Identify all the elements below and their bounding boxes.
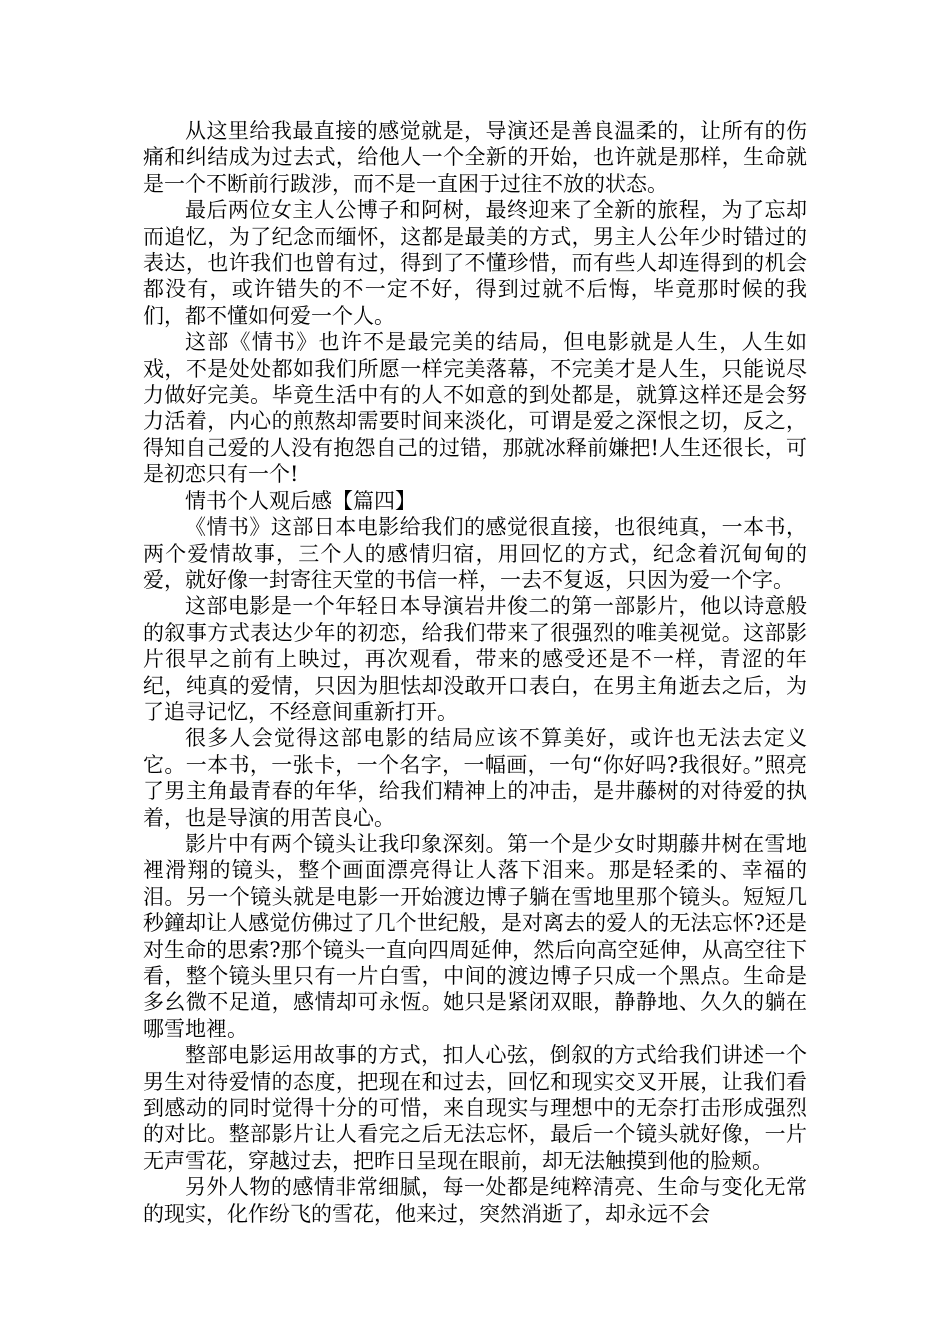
paragraph-2: 最后两位女主人公博子和阿树，最终迎来了全新的旅程，为了忘却而追忆，为了纪念而缅怀，这都是最美的方式，男主人公年少时错过的表达，也许我们也曾有过，得到了不懂珍惜，而有些人却连得到的机会都没有，或许错失的不一定不好，得到过就不后悔，毕竟那时候的我们，都不懂如何爱一个人。 <box>143 198 807 328</box>
paragraph-1: 从这里给我最直接的感觉就是，导演还是善良温柔的，让所有的伤痛和纠结成为过去式，给他人一个全新的开始，也许就是那样，生命就是一个不断前行跋涉，而不是一直困于过往不放的状态。 <box>143 119 807 196</box>
document-body <box>143 118 807 1227</box>
paragraph-6: 很多人会觉得这部电影的结局应该不算美好，或许也无法去定义它。一本书，一张卡，一个名字，一幅画，一句“你好吗?我很好。”照亮了男主角最青春的年华，给我们精神上的冲击，是井藤树的对待爱的执着，也是导演的用苦良心。 <box>143 726 807 830</box>
paragraph-7: 影片中有两个镜头让我印象深刻。第一个是少女时期藤井树在雪地裡滑翔的镜头，整个画面漂亮得让人落下泪来。那是轻柔的、幸福的泪。另一个镜头就是电影一开始渡边博子躺在雪地里那个镜头。短短几秒鐘却让人感觉仿佛过了几个世纪般，是对离去的爱人的无法忘怀?还是对生命的思索?那个镜头一直向四周延伸，然后向高空延伸，从高空往下看，整个镜头里只有一片白雪，中间的渡边博子只成一个黑点。生命是多幺微不足道，感情却可永恆。她只是紧闭双眼，静静地、久久的躺在哪雪地裡。 <box>143 831 807 1041</box>
paragraph-8: 整部电影运用故事的方式，扣人心弦，倒叙的方式给我们讲述一个男生对待爱情的态度，把现在和过去，回忆和现实交叉开展，让我们看到感动的同时觉得十分的可惜，来自现实与理想中的无奈打击形成强烈的对比。整部影片让人看完之后无法忘怀，最后一个镜头就好像，一片无声雪花，穿越过去，把昨日呈现在眼前，却无法触摸到他的脸颊。 <box>143 1043 807 1173</box>
paragraph-9: 另外人物的感情非常细腻，每一处都是纯粹清亮、生命与变化无常的现实，化作纷飞的雪花，他来过，突然消逝了，却永远不会 <box>143 1175 807 1226</box>
paragraph-3: 这部《情书》也许不是最完美的结局，但电影就是人生，人生如戏，不是处处都如我们所愿一样完美落幕，不完美才是人生，只能说尽力做好完美。毕竟生活中有的人不如意的到处都是，就算这样还是会努力活着，内心的煎熬却需要时间来淡化，可谓是爱之深恨之切，反之，得知自己爱的人没有抱怨自己的过错，那就冰释前嫌把!人生还很长，可是初恋只有一个! <box>143 330 807 487</box>
paragraph-5: 这部电影是一个年轻日本导演岩井俊二的第一部影片，他以诗意般的叙事方式表达少年的初恋，给我们带来了很强烈的唯美视觉。这部影片很早之前有上映过，再次观看，带来的感受还是不一样，青涩的年纪，纯真的爱情，只因为胆怯却没敢开口表白，在男主角逝去之后，为了追寻记忆，不经意间重新打开。 <box>143 594 807 724</box>
section-heading: 情书个人观后感【篇四】 <box>185 488 416 513</box>
paragraph-4: 《情书》这部日本电影给我们的感觉很直接，也很纯真，一本书，两个爱情故事，三个人的感情归宿，用回忆的方式，纪念着沉甸甸的爱，就好像一封寄往天堂的书信一样，一去不复返，只因为爱一个字。 <box>143 515 807 592</box>
